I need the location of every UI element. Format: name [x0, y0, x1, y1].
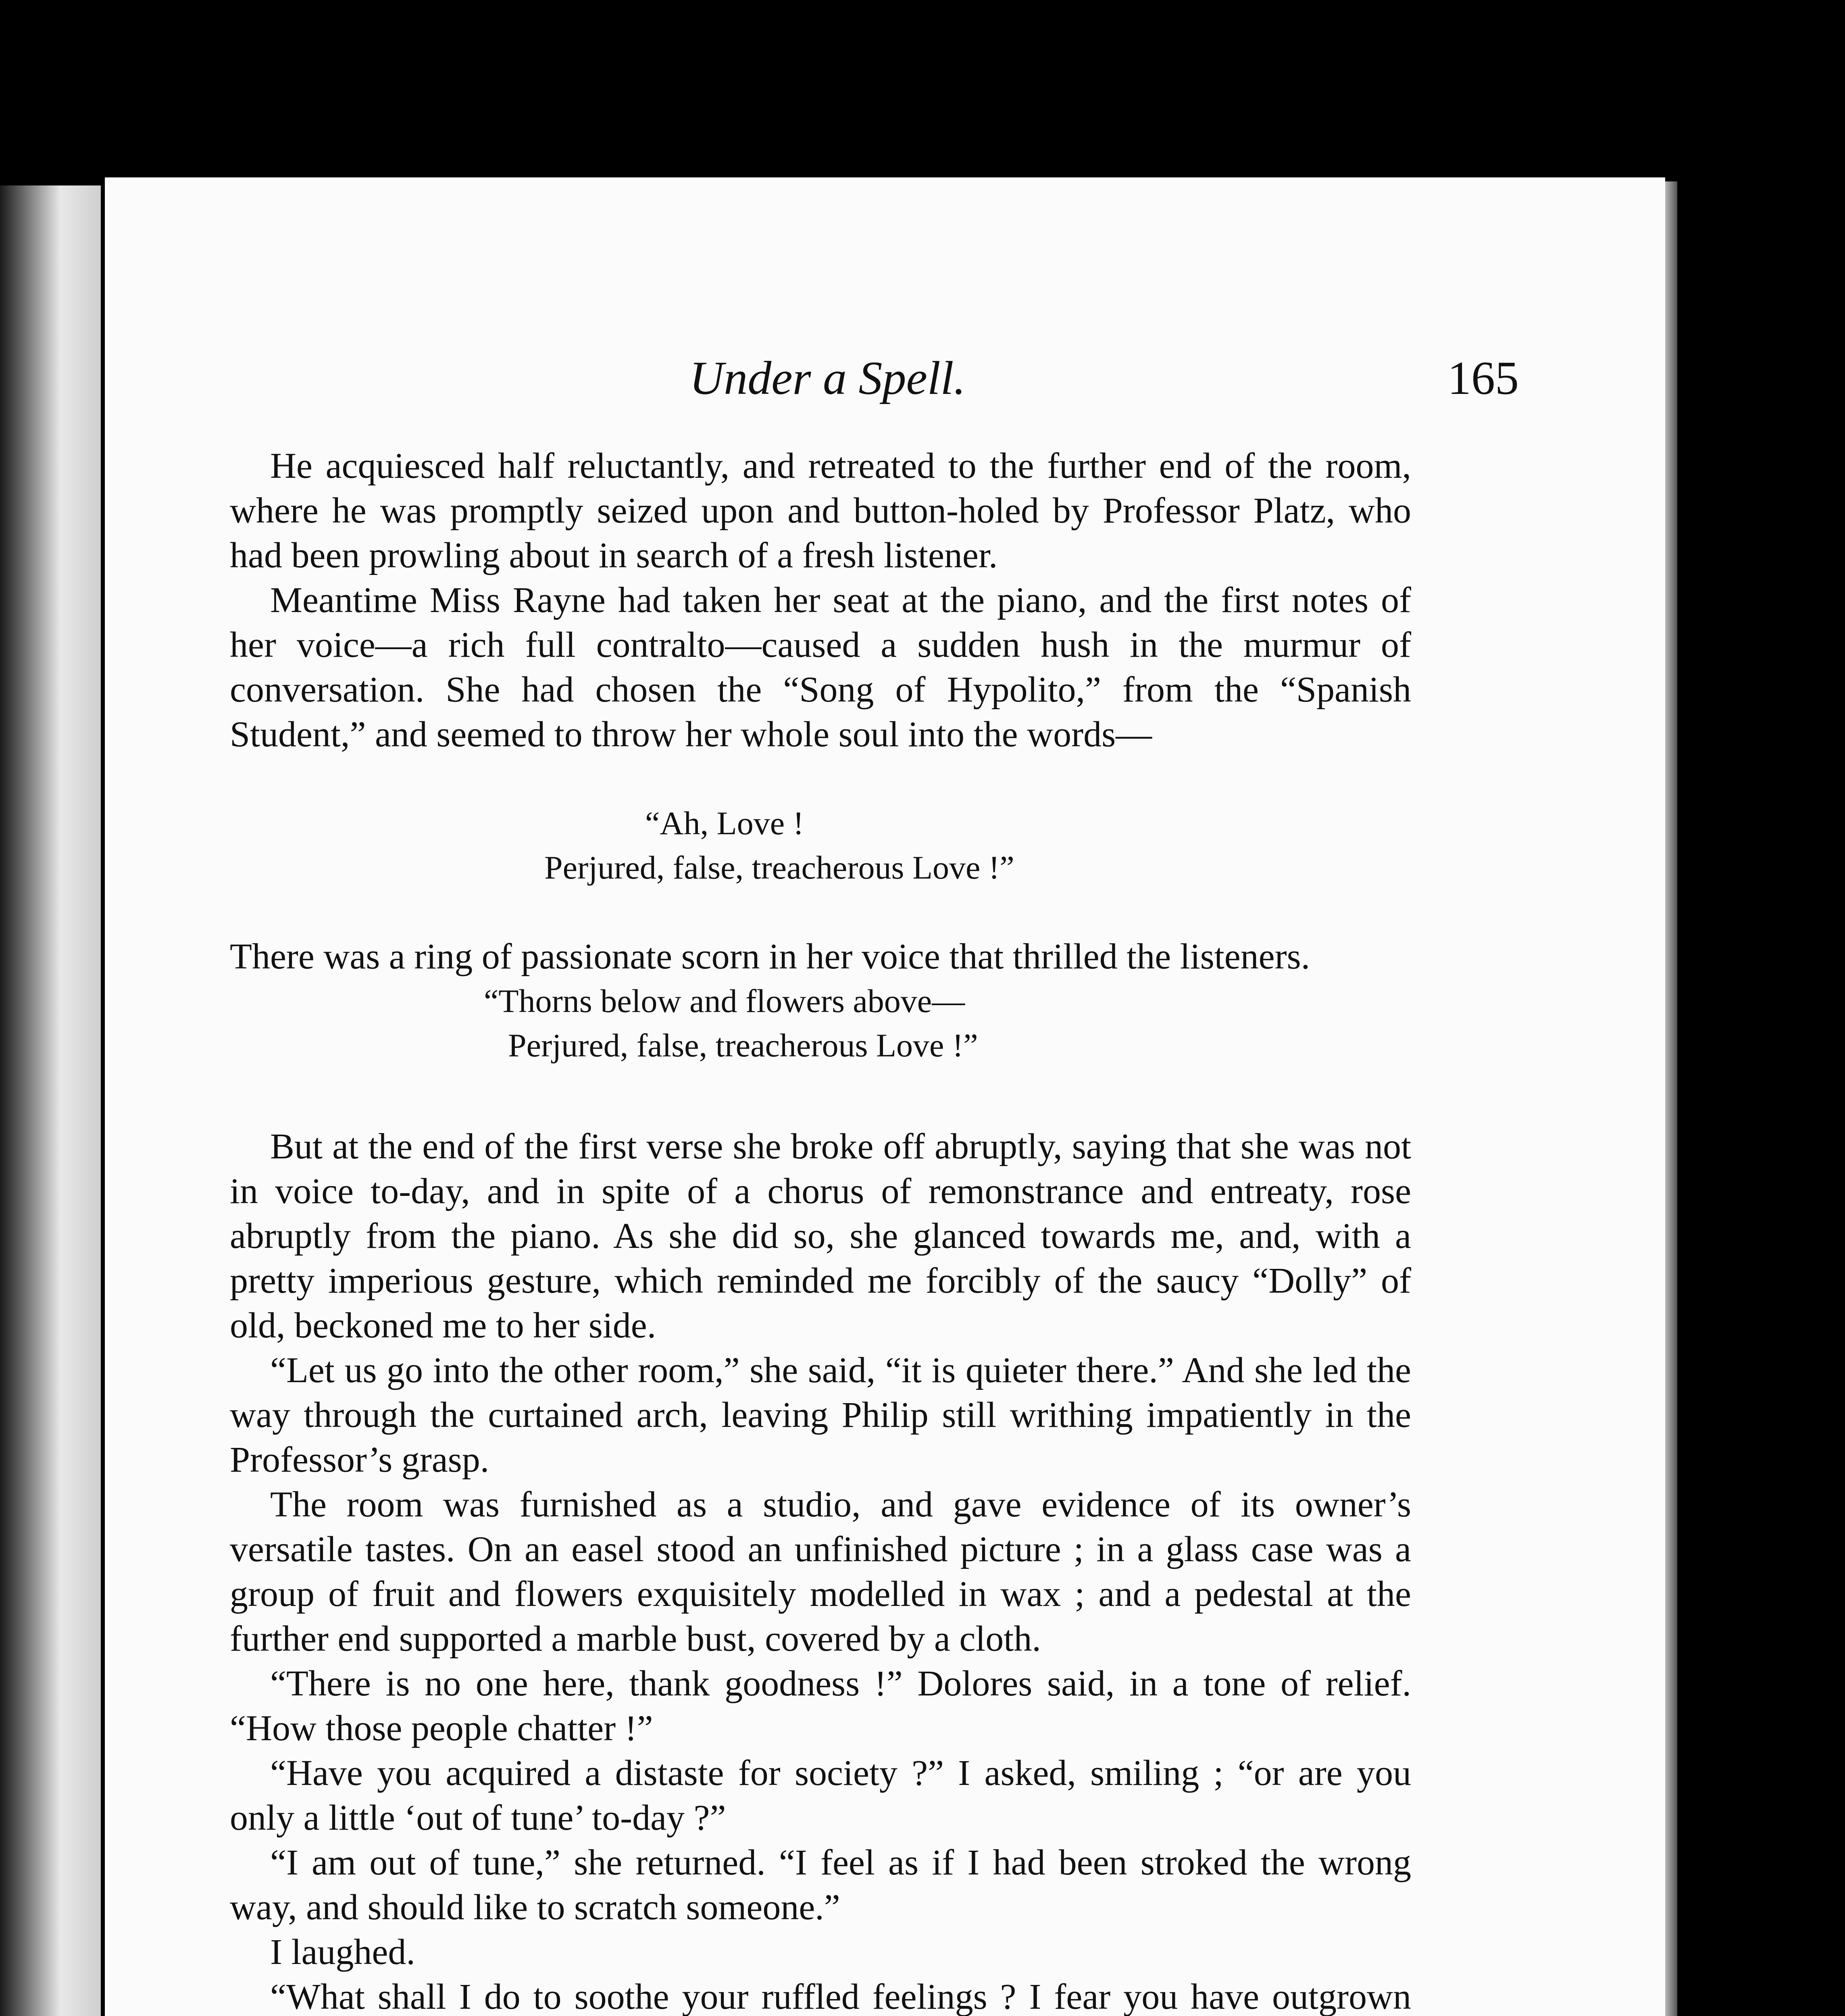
verse-quote — [230, 801, 1411, 890]
paragraph: But at the end of the first verse she broke off abruptly, saying that she was not in voice to-day, and in spite of a chorus of remonstrance and entreaty, rose abruptly from the piano. As she did so, she glanced towards me, and, with a pretty imperious gesture, which reminded me forcibly of the saucy “Dolly” of old, beckoned me to her side. — [230, 1127, 1411, 1345]
verse-line: “Ah, Love ! — [645, 805, 804, 841]
paragraph: “What shall I do to soothe your ruffled feelings ? I fear you have outgrown — [270, 1977, 1411, 2016]
paragraph: Meantime Miss Rayne had taken her seat at the piano, and the first notes of her voice—a rich full contralto—caused a sudden hush in the murmur of conversation. She had chosen the “Song of Hypolito,” from the “Spanish Student,” and seemed to throw her whole soul into the words— — [230, 580, 1411, 754]
verse-line: Perjured, false, treacherous Love !” — [508, 1027, 978, 1064]
paragraph: “Let us go into the other room,” she said, “it is quieter there.” And she led the way through the curtained arch, leaving Philip still writhing impatiently in the Professor’s grasp. — [230, 1350, 1411, 1480]
paragraph: “Have you acquired a distaste for society ?” I asked, smiling ; “or are you only a little ‘out of tune’ to-day ?” — [230, 1753, 1411, 1838]
book-page — [105, 177, 1665, 2016]
page-number: 165 — [1447, 352, 1519, 404]
verse-line: “Thorns below and flowers above— — [484, 983, 965, 1019]
verse-quote — [230, 979, 1411, 1068]
paragraph: I laughed. — [270, 1932, 415, 1972]
paragraph: The room was furnished as a studio, and gave evidence of its owner’s versatile tastes. On an easel stood an unfinished picture ; in a glass case was a group of fruit and flowers exquisitely modelled in wax ; and a pedestal at the further end supported a marble bust, covered by a cloth. — [230, 1485, 1411, 1659]
body-text — [230, 444, 1411, 2016]
verse-line: Perjured, false, treacherous Love !” — [544, 849, 1014, 886]
paragraph: “There is no one here, thank goodness !” Dolores said, in a tone of relief. “How those people chatter !” — [230, 1664, 1411, 1748]
paragraph: He acquiesced half reluctantly, and retreated to the further end of the room, where he was promptly seized upon and button-holed by Professor Platz, who had been prowling about in search of a fresh listener. — [230, 446, 1411, 575]
running-head — [105, 351, 1665, 411]
facing-page-edge — [0, 185, 101, 2016]
running-title: Under a Spell. — [689, 352, 966, 404]
paragraph: There was a ring of passionate scorn in her voice that thrilled the listeners. — [230, 937, 1310, 977]
paragraph: “I am out of tune,” she returned. “I feel as if I had been stroked the wrong way, and should like to scratch someone.” — [230, 1843, 1411, 1927]
